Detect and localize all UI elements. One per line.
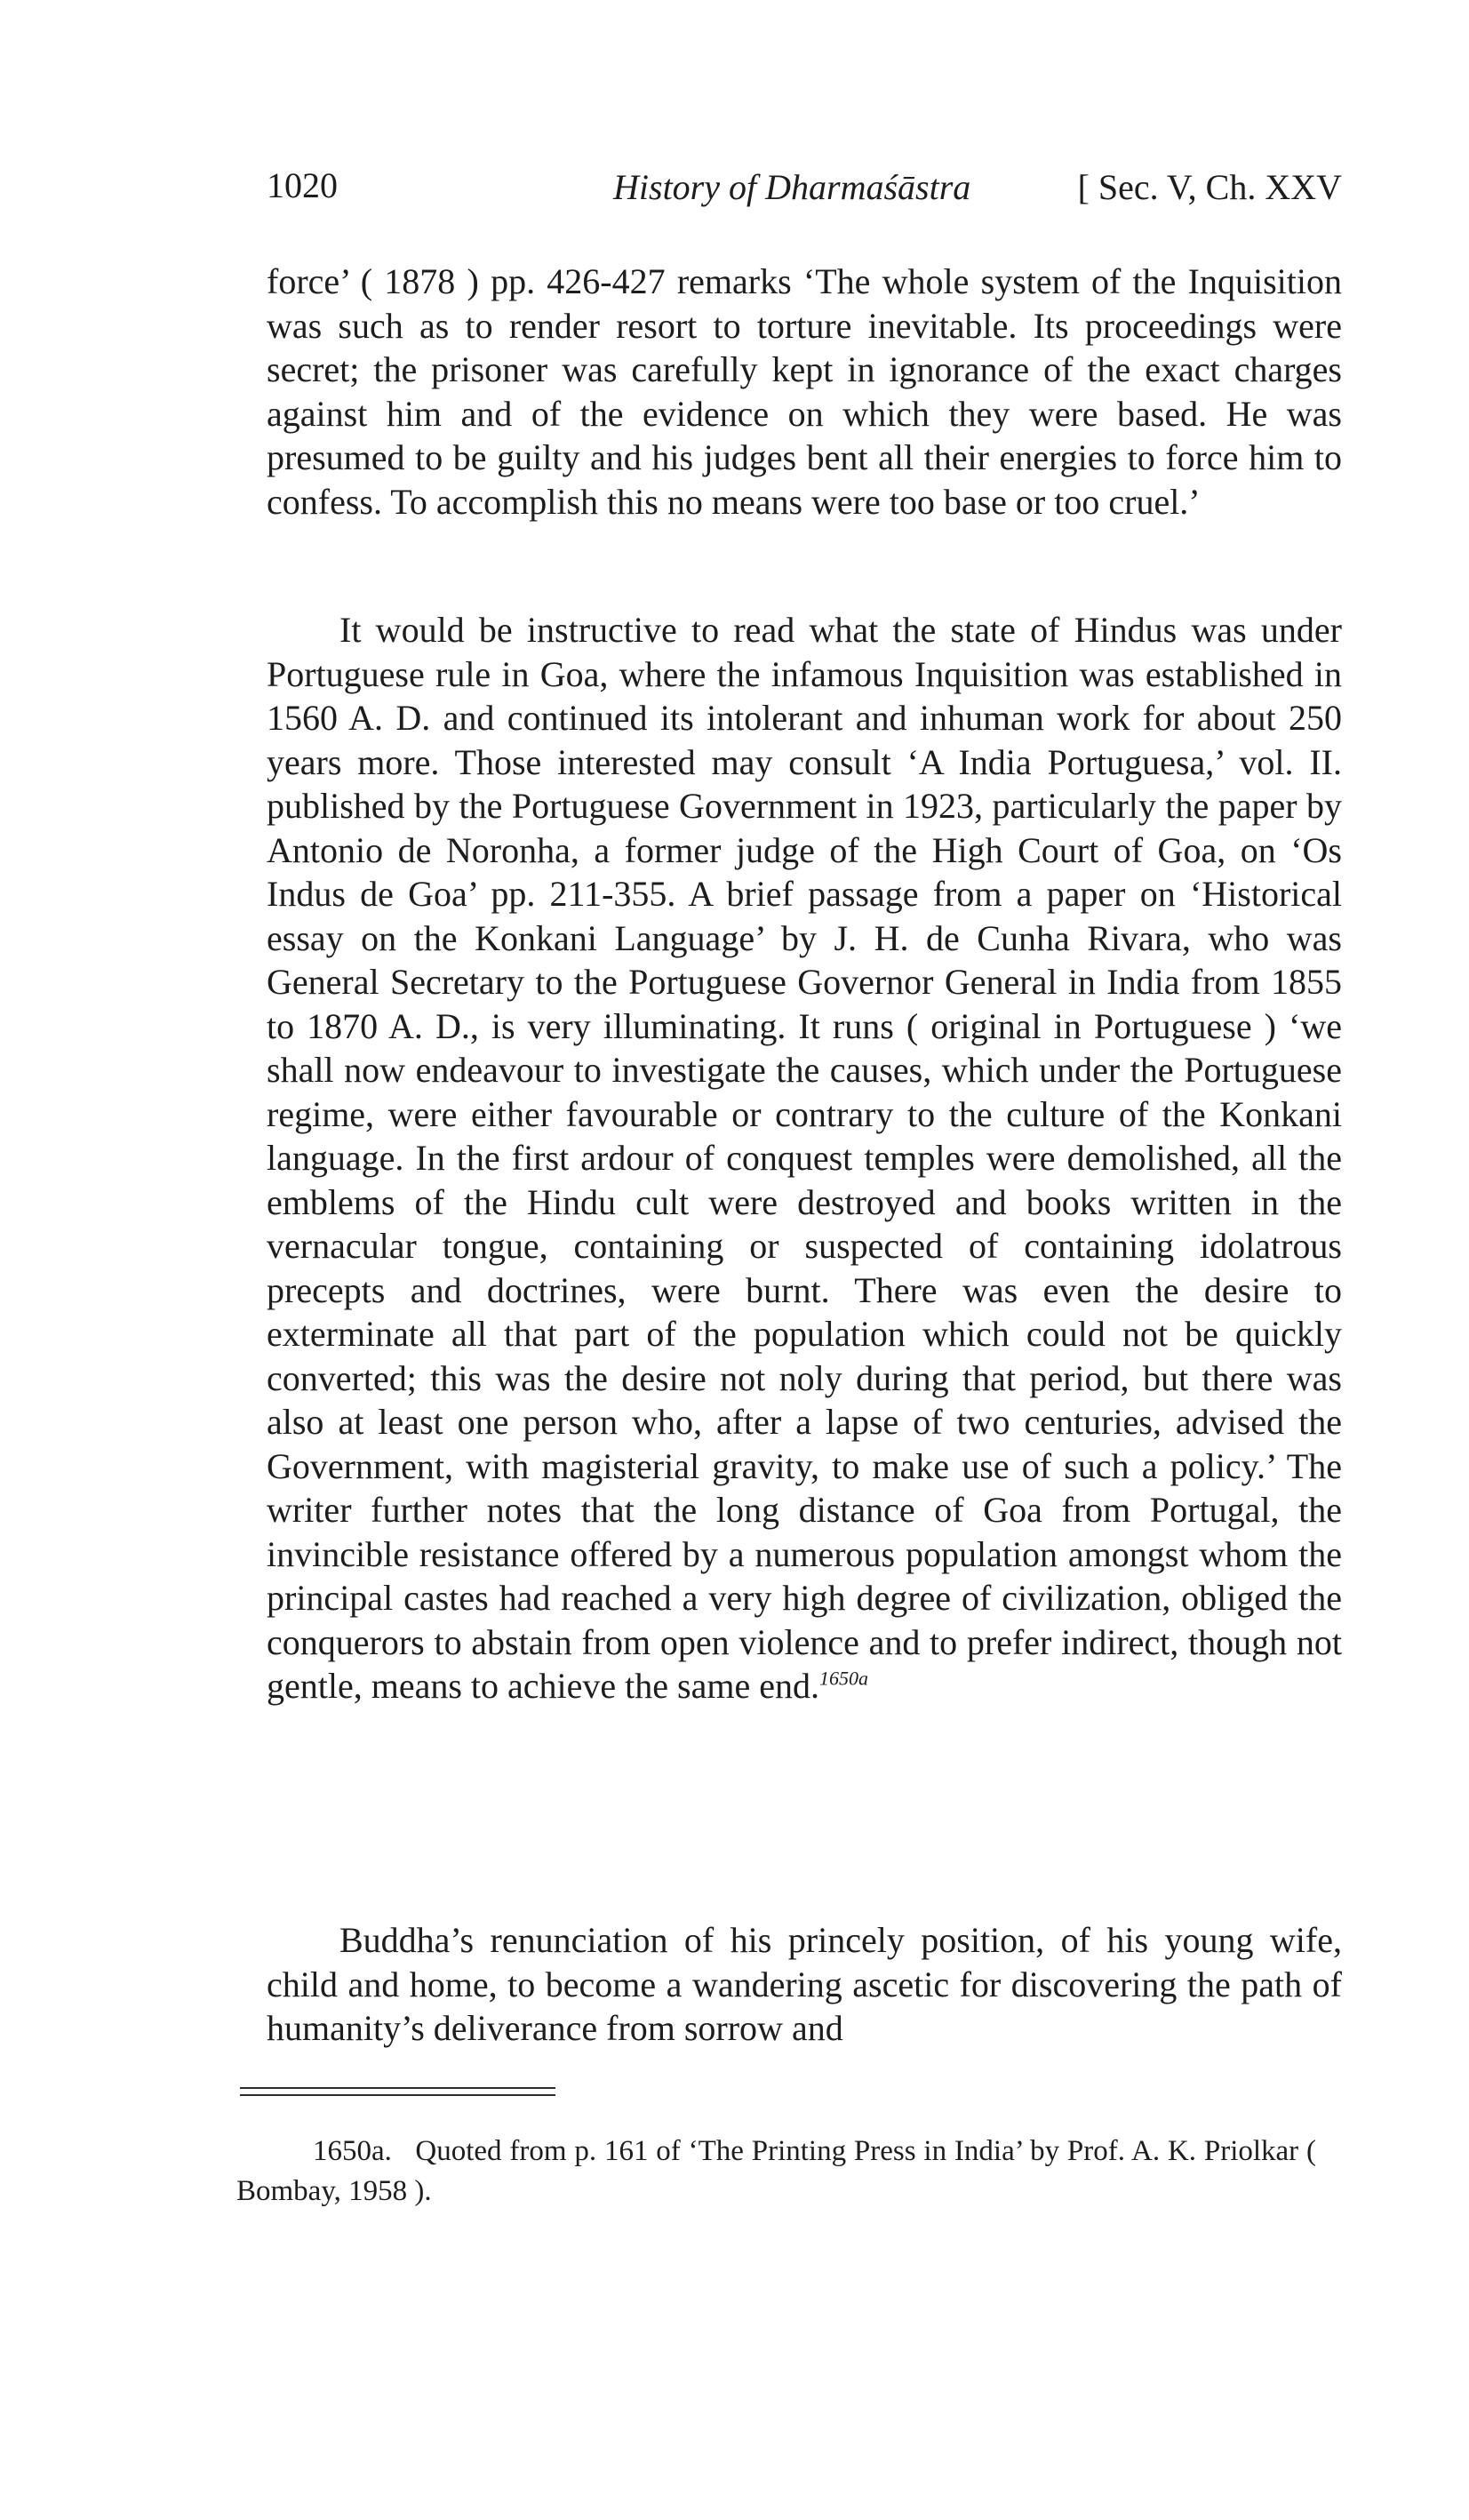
- body-paragraph-3: [267, 1918, 1342, 2051]
- paragraph-text: force’ ( 1878 ) pp. 426-427 remarks ‘The whole system of the Inquisition was such as to render resort to torture inevitable. Its proceedings were secret; the prisoner was carefully kept in ignorance of the exact charges against him and of the evidence on which they were based. He was presumed to be guilty and his judges bent all their energies to force him to confess. To accomplish this no means were too base or too cruel.’: [267, 261, 1342, 522]
- paragraph-text: Buddha’s renunciation of his princely position, of his young wife, child and home, to become a wandering ascetic for discovering the path of humanity’s deliverance from sorrow and: [267, 1920, 1342, 2048]
- running-title: History of Dharmaśāstra: [613, 167, 971, 207]
- footnote: [236, 2132, 1316, 2212]
- running-header: [267, 164, 1342, 218]
- section-reference: [ Sec. V, Ch. XXV: [1077, 167, 1342, 207]
- footnote-text: Quoted from p. 161 of ‘The Printing Press in India’ by Prof. A. K. Priolkar ( Bombay, 1958 ).: [236, 2135, 1316, 2207]
- footnote-divider: [240, 2087, 555, 2101]
- page-number: 1020: [267, 165, 338, 205]
- footnote-reference[interactable]: 1650a: [818, 1667, 868, 1690]
- footnote-mark: 1650a.: [313, 2135, 392, 2167]
- paragraph-text: It would be instructive to read what the state of Hindus was under Portuguese rule in Goa, where the infamous Inquisition was established in 1560 A. D. and continued its intolerant and inhuman work for about 250 years more. Those interested may consult ‘A India Portuguesa,’ vol. II. published by the Portuguese Government in 1923, particularly the paper by Antonio de Noronha, a former judge of the High Court of Goa, on ‘Os Indus de Goa’ pp. 211-355. A brief passage from a paper on ‘Historical essay on the Konkani Language’ by J. H. de Cunha Rivara, who was General Secretary to the Portuguese Governor General in India from 1855 to 1870 A. D., is very illuminating. It runs ( original in Portuguese ) ‘we shall now endeavour to investigate the causes, which under the Portuguese regime, were either favourable or contrary to the culture of the Konkani language. In the first ardour of conquest temples were demolished, all the emblems of the Hindu cult were destroyed and books written in the vernacular tongue, containing or suspected of containing idolatrous precepts and doctrines, were burnt. There was even the desire to exterminate all that part of the population which could not be quickly converted; this was the desire not noly during that period, but there was also at least one person who, after a lapse of two centuries, advised the Government, with magisterial gravity, to make use of such a policy.’ The writer further notes that the long distance of Goa from Portugal, the invincible resistance offered by a numerous population amongst whom the principal castes had reached a very high degree of civilization, obliged the conquerors to abstain from open violence and to prefer indirect, though not gentle, means to achieve the same end.: [267, 610, 1342, 1706]
- body-paragraph-1: [267, 260, 1342, 524]
- body-paragraph-2: [267, 608, 1342, 1708]
